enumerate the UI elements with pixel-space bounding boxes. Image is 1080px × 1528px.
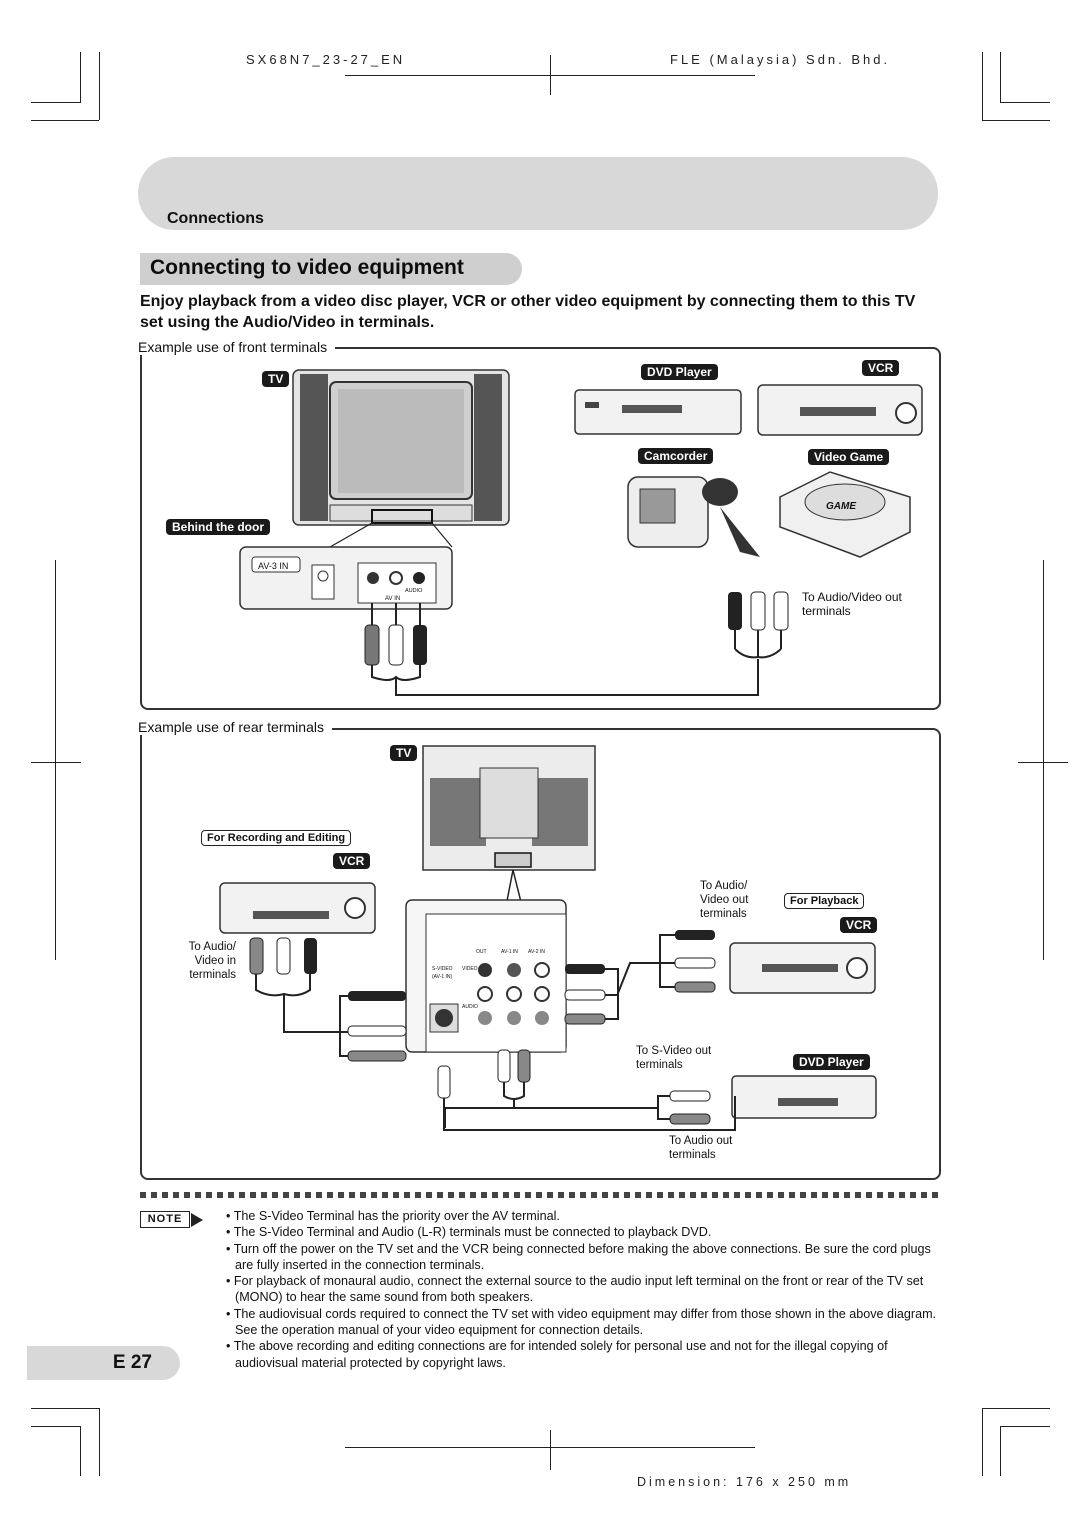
panel-audio-label: AUDIO (462, 1004, 478, 1010)
panel-av2-label: AV-2 IN (528, 949, 545, 955)
lead-paragraph: Enjoy playback from a video disc player, VCR or other video equipment by connecting them to this TV set using the Audio/Video in terminals. (140, 293, 916, 331)
playback-tag: For Playback (784, 893, 864, 909)
note-badge: NOTE (140, 1211, 190, 1228)
behind-door-tag: Behind the door (166, 519, 270, 535)
note-item: • For playback of monaural audio, connect the external source to the audio input left terminal on the front or rear of the TV set (MONO) to hear the same sound from both speakers. (226, 1274, 924, 1305)
note-item: • Turn off the power on the TV set and the VCR being connected before making the above connections. Be sure the cord plugs are fully inserted in the connection terminals. (226, 1241, 931, 1272)
in-terminals-label: To Audio/ Video in terminals (188, 941, 236, 981)
page-number-badge (27, 1346, 180, 1380)
section-title: Connections (167, 210, 264, 227)
rec-edit-tag: For Recording and Editing (201, 830, 351, 846)
note-item: • The above recording and editing connections are for intended solely for personal use and not for the illegal copying of audiovisual material protected by copyright laws. (226, 1339, 888, 1370)
front-example-label: Example use of front terminals (138, 339, 335, 355)
printer-credit: FLE (Malaysia) Sdn. Bhd. (670, 52, 891, 67)
notes-list (226, 1208, 946, 1371)
main-title-bar (140, 253, 522, 285)
doc-code: SX68N7_23-27_EN (246, 52, 406, 67)
main-title: Connecting to video equipment (150, 256, 464, 279)
panel-svideo-sub-label: (AV-1 IN) (432, 974, 453, 980)
av3-label: AV-3 IN (258, 561, 289, 571)
note-item: • The S-Video Terminal has the priority over the AV terminal. (226, 1209, 560, 1223)
page-number: E 27 (112, 1352, 152, 1373)
rear-dvd-tag: DVD Player (793, 1054, 870, 1070)
dvd-tag: DVD Player (641, 364, 718, 380)
audio-out-terminals-label: To Audio out terminals (669, 1135, 733, 1161)
dimension-text: Dimension: 176 x 250 mm (637, 1475, 852, 1489)
game-logo: GAME (826, 501, 856, 512)
panel-video-label: VIDEO (462, 966, 478, 972)
panel-svideo-label: S-VIDEO (432, 966, 453, 972)
svideo-terminals-label: To S-Video out terminals (636, 1045, 712, 1071)
audio-label: AUDIO (405, 588, 423, 594)
note-item: • The S-Video Terminal and Audio (L-R) terminals must be connected to playback DVD. (226, 1225, 712, 1240)
panel-out-label: OUT (476, 949, 487, 955)
video-game-tag: Video Game (808, 449, 889, 465)
out-terminals-label: To Audio/ Video out terminals (700, 880, 749, 920)
note-arrow-icon (191, 1213, 203, 1227)
rear-tv-tag: TV (390, 745, 417, 761)
av-in-label: AV IN (385, 596, 401, 602)
note-item: • The audiovisual cords required to connect the TV set with video equipment may differ from those shown in the above diagram. See the operation manual of your video equipment for connection details. (226, 1306, 937, 1338)
dotted-separator (140, 1192, 941, 1198)
front-out-terminals: To Audio/Video out terminals (802, 590, 902, 618)
front-tv-tag: TV (262, 371, 289, 387)
panel-av1-label: AV-1 IN (501, 949, 518, 955)
rear-vcr-right-tag: VCR (840, 917, 877, 933)
rear-vcr-left-tag: VCR (333, 853, 370, 869)
rear-example-label: Example use of rear terminals (138, 719, 332, 735)
vcr-tag: VCR (862, 360, 899, 376)
camcorder-tag: Camcorder (638, 448, 713, 464)
